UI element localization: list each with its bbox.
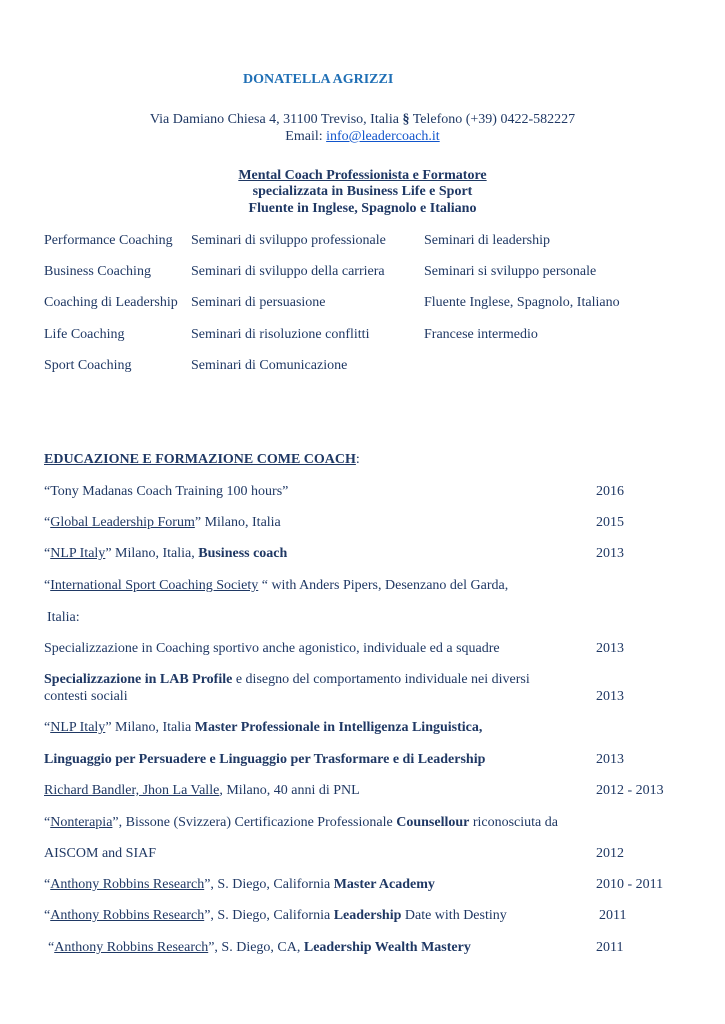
education-year: 2013 <box>596 641 624 656</box>
entry-link[interactable]: NLP Italy <box>50 720 106 735</box>
education-year: 2013 <box>596 546 624 561</box>
education-entry-continuation: contesti sociali <box>44 689 128 704</box>
skill-item: Seminari di persuasione <box>191 295 326 310</box>
education-entry-continuation: Italia: <box>47 610 80 625</box>
education-year: 2010 - 2011 <box>596 877 664 892</box>
entry-text: “ with Anders Pipers, Desenzano del Garda, <box>258 578 509 593</box>
education-entry <box>44 877 435 893</box>
entry-bold: Business coach <box>198 546 288 561</box>
candidate-name: DONATELLA AGRIZZI <box>243 72 394 87</box>
education-year: 2012 - 2013 <box>596 783 664 798</box>
education-year: 2013 <box>596 689 624 704</box>
quote-mark: “ <box>44 578 51 593</box>
education-colon: : <box>355 452 360 467</box>
skill-item: Seminari di leadership <box>424 233 550 248</box>
entry-link[interactable]: Anthony Robbins Research <box>50 877 205 892</box>
entry-text: ”, S. Diego, California <box>204 877 334 892</box>
education-entry <box>44 783 360 799</box>
address: Via Damiano Chiesa 4, 31100 Treviso, Italia <box>149 112 399 127</box>
education-entry <box>44 515 281 531</box>
profile-specialization: specializzata in Business Life e Sport <box>252 184 473 199</box>
education-entry: Specializzazione in Coaching sportivo anche agonistico, individuale ed a squadre <box>44 641 500 656</box>
entry-text: ”, S. Diego, California <box>204 908 334 923</box>
entry-bold: Master Academy <box>333 877 435 892</box>
entry-text: e disegno del comportamento individuale nei diversi <box>232 672 530 687</box>
quote-mark: “ <box>44 908 51 923</box>
skill-item: Sport Coaching <box>44 358 132 373</box>
quote-mark: “ <box>44 720 51 735</box>
education-year: 2012 <box>596 846 624 861</box>
entry-bold: Leadership Wealth Mastery <box>303 940 471 955</box>
education-entry: “Tony Madanas Coach Training 100 hours” <box>44 484 289 499</box>
entry-text: , Milano, 40 anni di PNL <box>219 783 360 798</box>
skill-item: Business Coaching <box>44 264 151 279</box>
email-link[interactable]: info@leadercoach.it <box>326 129 440 144</box>
education-entry <box>44 672 530 688</box>
education-year: 2015 <box>596 515 624 530</box>
entry-link[interactable]: NLP Italy <box>50 546 106 561</box>
entry-text: riconosciuta da <box>469 815 558 830</box>
quote-mark: “ <box>44 815 51 830</box>
entry-bold: Leadership <box>333 908 402 923</box>
skill-item: Seminari di Comunicazione <box>191 358 348 373</box>
quote-mark: “ <box>48 940 55 955</box>
skill-item: Francese intermedio <box>424 327 538 342</box>
phone: Telefono (+39) 0422-582227 <box>412 112 576 127</box>
entry-link[interactable]: Anthony Robbins Research <box>50 908 205 923</box>
education-entry <box>48 940 471 956</box>
education-entry <box>44 908 507 924</box>
skill-item: Coaching di Leadership <box>44 295 178 310</box>
education-entry <box>44 578 508 594</box>
contact-line <box>0 112 725 128</box>
email-line <box>0 129 725 145</box>
entry-link[interactable]: Anthony Robbins Research <box>54 940 209 955</box>
skill-item: Fluente Inglese, Spagnolo, Italiano <box>424 295 620 310</box>
education-year: 2011 <box>596 940 624 955</box>
entry-link[interactable]: Richard Bandler, Jhon La Valle <box>44 783 220 798</box>
entry-text: ” Milano, Italia, <box>105 546 199 561</box>
education-year: 2013 <box>596 752 624 767</box>
entry-link[interactable]: Nonterapia <box>50 815 113 830</box>
entry-text: Date with Destiny <box>401 908 507 923</box>
entry-bold: Master Professionale in Intelligenza Linguistica, <box>194 720 483 735</box>
quote-mark: “ <box>44 877 51 892</box>
email-label: Email: <box>285 129 327 144</box>
entry-text: ”, S. Diego, CA, <box>208 940 304 955</box>
education-heading <box>44 452 360 468</box>
education-entry-continuation: Linguaggio per Persuadere e Linguaggio per Trasformare e di Leadership <box>44 752 486 767</box>
entry-link[interactable]: International Sport Coaching Society <box>50 578 259 593</box>
education-entry-continuation: AISCOM and SIAF <box>44 846 157 861</box>
quote-mark: “ <box>44 515 51 530</box>
skill-item: Seminari si sviluppo personale <box>424 264 597 279</box>
entry-text: ” Milano, Italia <box>194 515 281 530</box>
education-entry <box>44 815 558 831</box>
education-entry <box>44 720 482 736</box>
entry-link[interactable]: Global Leadership Forum <box>50 515 195 530</box>
education-entry <box>44 546 287 562</box>
profile-languages: Fluente in Inglese, Spagnolo e Italiano <box>248 201 477 216</box>
skill-item: Performance Coaching <box>44 233 173 248</box>
entry-bold: Specializzazione in LAB Profile <box>44 672 233 687</box>
profile-title: Mental Coach Professionista e Formatore <box>238 168 487 183</box>
section-sign-icon: § <box>402 112 410 127</box>
skill-item: Seminari di sviluppo professionale <box>191 233 386 248</box>
skill-item: Seminari di risoluzione conflitti <box>191 327 370 342</box>
skill-item: Life Coaching <box>44 327 125 342</box>
education-title: EDUCAZIONE E FORMAZIONE COME COACH <box>44 452 356 467</box>
entry-text: ”, Bissone (Svizzera) Certificazione Professionale <box>112 815 397 830</box>
education-year: 2016 <box>596 484 624 499</box>
education-year: 2011 <box>599 908 627 923</box>
quote-mark: “ <box>44 546 51 561</box>
entry-bold: Counsellour <box>396 815 470 830</box>
entry-text: ” Milano, Italia <box>105 720 195 735</box>
skill-item: Seminari di sviluppo della carriera <box>191 264 385 279</box>
